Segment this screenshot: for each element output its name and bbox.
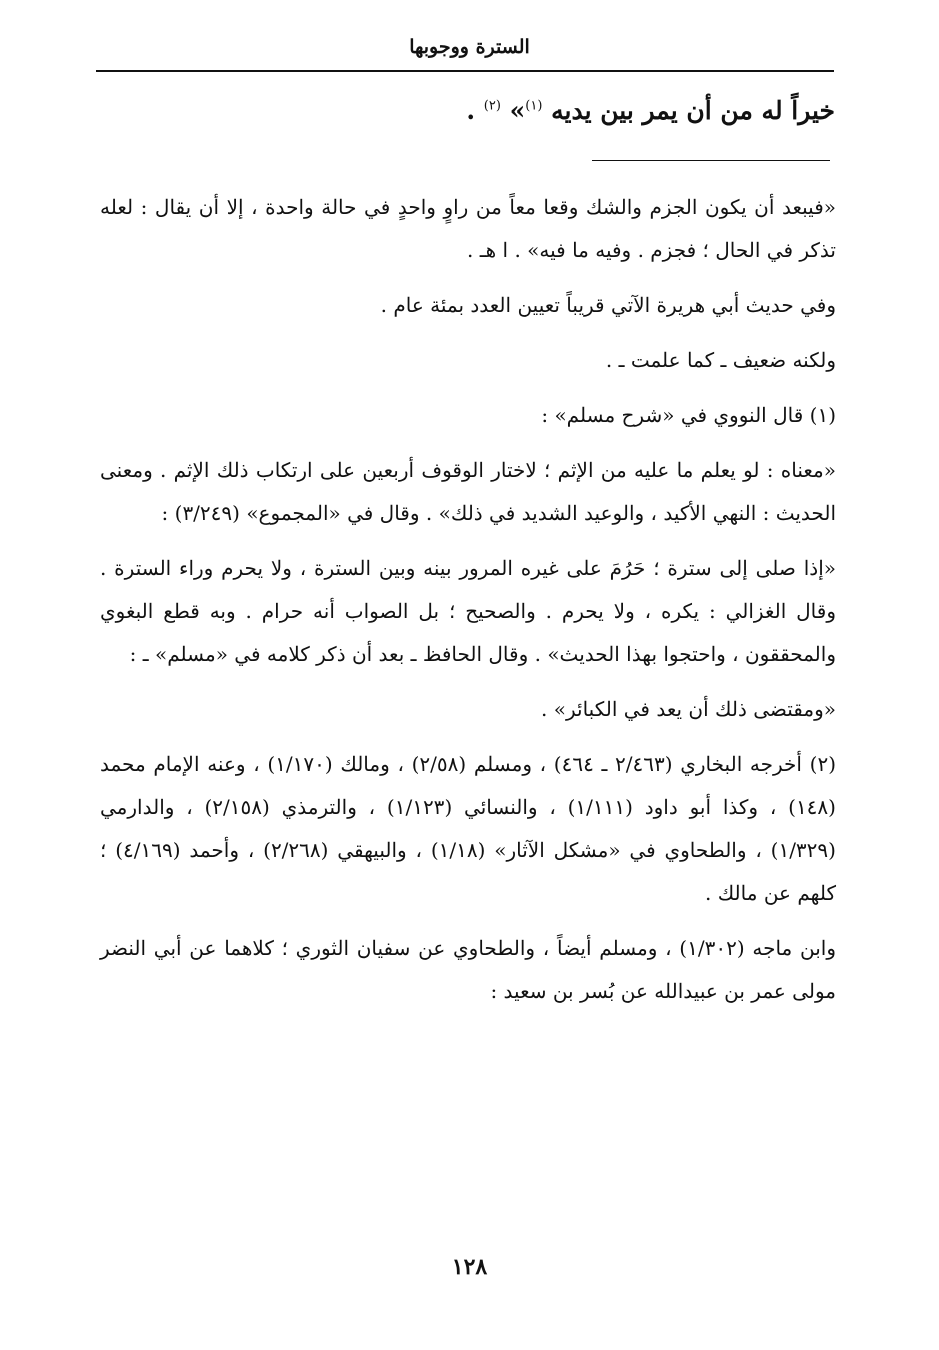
footnote-paragraph: (٢) أخرجه البخاري (٢/٤٦٣ ـ ٤٦٤) ، ومسلم (٢/٥٨) ، ومالك (١/١٧٠) ، وعنه الإمام محمد (١٤٨) ، وكذا أبو داود (١/١١١) ، والنسائي (١/١٢٣) ، والترمذي (٢/١٥٨) ، والدارمي (١/٣٢٩) ، والطحاوي في «مشكل الآثار» (١/١٨) ، والبيهقي (٢/٢٦٨) ، وأحمد (٤/١٦٩) ؛ كلهم عن مالك . <box>100 752 837 905</box>
end-mark: . <box>466 96 476 125</box>
page-number: ١٢٨ <box>451 1254 488 1280</box>
footnote-paragraph: وابن ماجه (١/٣٠٢) ، ومسلم أيضاً ، والطحاوي عن سفيان الثوري ؛ كلاهما عن أبي النضر مولى عمر بن عبيدالله عن بُسر بن سعيد : <box>100 936 836 1003</box>
footnote-paragraph: ولكنه ضعيف ـ كما علمت ـ . <box>605 348 836 372</box>
footnote-paragraph: «ومقتضى ذلك أن يعد في الكبائر» . <box>541 697 836 721</box>
running-title: السترة ووجوبها <box>409 36 530 58</box>
footnote-separator <box>592 160 830 161</box>
footnotes-block <box>100 186 836 1025</box>
main-text-line <box>115 96 835 125</box>
close-quote: » <box>509 96 526 125</box>
footnote-paragraph: «فيبعد أن يكون الجزم والشك وقعا معاً من راوٍ واحدٍ في حالة واحدة ، إلا أن يقال : لعله تذكر في الحال ؛ فجزم . وفيه ما فيه» . ا هـ . <box>100 195 836 262</box>
footnote-paragraph: وفي حديث أبي هريرة الآتي قريباً تعيين العدد بمئة عام . <box>380 293 836 317</box>
footnote-paragraph: «معناه : لو يعلم ما عليه من الإثم ؛ لاختار الوقوف أربعين على ارتكاب ذلك الإثم . ومعنى الحديث : النهي الأكيد ، والوعيد الشديد في ذلك» . وقال في «المجموع» (٣/٢٤٩) : <box>100 458 836 525</box>
footnote-ref-2: (٢) <box>483 98 501 114</box>
footnote-paragraph: (١) قال النووي في «شرح مسلم» : <box>541 403 836 427</box>
footnote-paragraph: «إذا صلى إلى سترة ؛ حَرُمَ على غيره المرور بينه وبين السترة ، ولا يحرم وراء السترة . وقال الغزالي : يكره ، ولا يحرم . والصحيح ؛ بل الصواب أنه حرام . وبه قطع البغوي والمحققون ، واحتجوا بهذا الحديث» . وقال الحافظ ـ بعد أن ذكر كلامه في «مسلم» ـ : <box>100 556 836 666</box>
footnote-ref-1: (١) <box>525 98 543 114</box>
main-text: خيراً له من أن يمر بين يديه <box>551 96 835 125</box>
header-rule <box>96 70 834 72</box>
